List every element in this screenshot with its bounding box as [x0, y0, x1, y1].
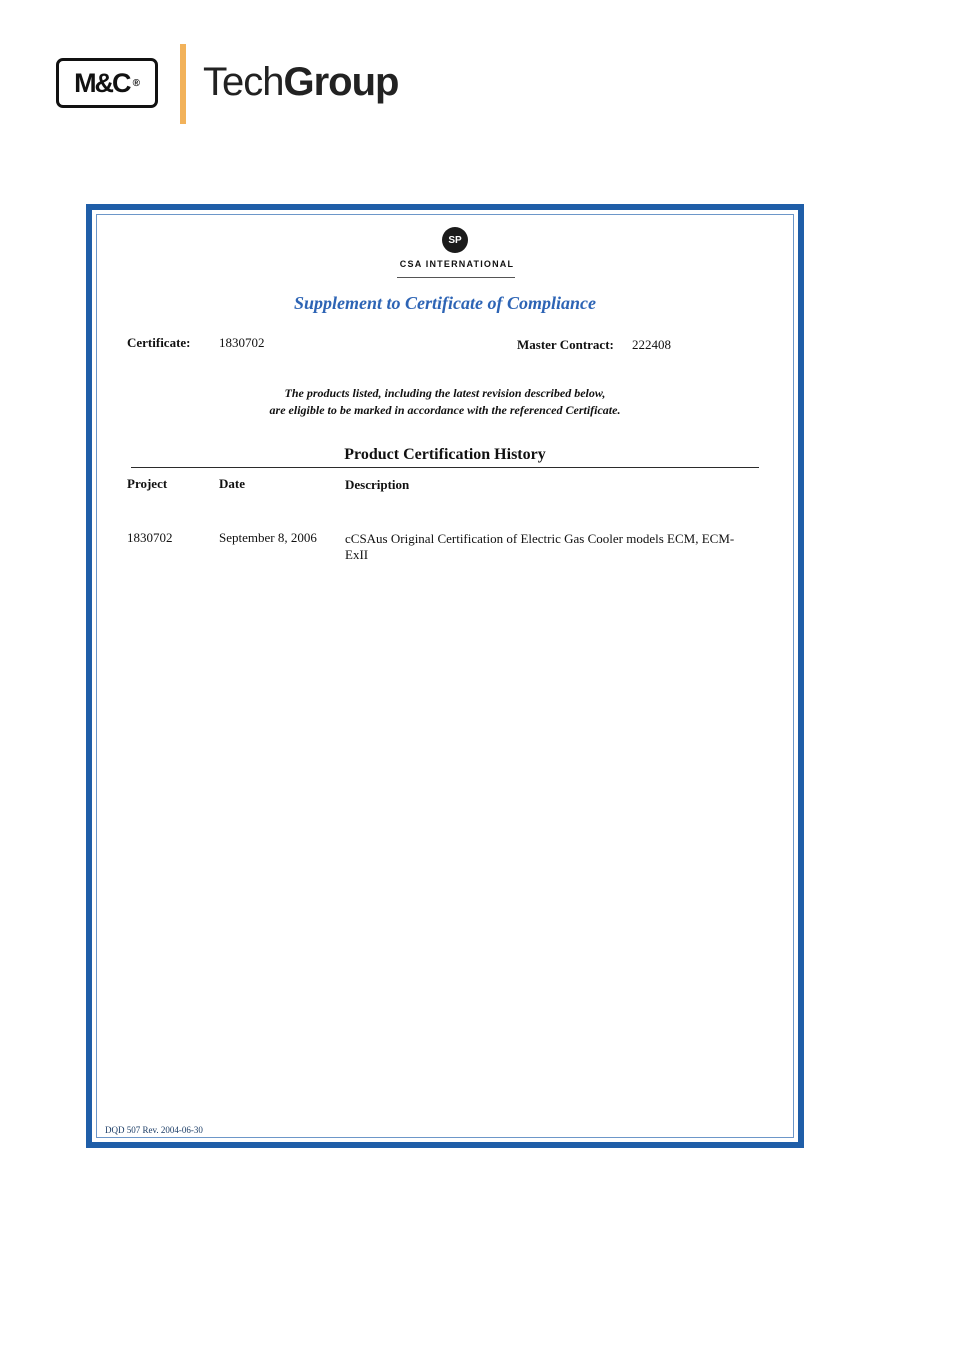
certificate-title: Supplement to Certificate of Compliance	[294, 293, 596, 313]
row-date: September 8, 2006	[219, 530, 317, 545]
csa-seal-icon: SP	[442, 227, 468, 253]
master-contract-label: Master Contract:	[517, 337, 614, 352]
master-contract-number: 222408	[632, 337, 671, 352]
row-project: 1830702	[127, 530, 173, 545]
eligibility-note-line2: are eligible to be marked in accordance with the referenced Certificate.	[269, 403, 621, 417]
csa-underline	[397, 277, 515, 278]
column-header-date: Date	[219, 476, 245, 491]
brand-name-bold: Group	[283, 60, 399, 104]
mc-logo-text: M&C	[74, 67, 130, 98]
eligibility-note-line1: The products listed, including the latest revision described below,	[284, 386, 606, 400]
certificate-label: Certificate:	[127, 335, 191, 350]
registered-mark: ®	[132, 77, 140, 89]
mc-logo	[56, 58, 158, 108]
logo-divider	[180, 44, 186, 124]
eligibility-note	[97, 385, 793, 419]
csa-org-name: CSA INTERNATIONAL	[399, 259, 515, 269]
certificate-document	[86, 204, 804, 1148]
column-header-description: Description	[345, 477, 410, 492]
certificate-inner-border	[96, 214, 794, 1138]
column-header-project: Project	[127, 476, 168, 491]
form-code: DQD 507 Rev. 2004-06-30	[105, 1125, 203, 1135]
row-description-line1: cCSAus Original Certification of Electric Gas Cooler models ECM, ECM-	[345, 531, 735, 546]
row-description-line2: ExII	[345, 547, 369, 562]
row-description	[345, 531, 785, 563]
brand-name-light: Tech	[203, 60, 284, 104]
history-title: Product Certification History	[344, 446, 546, 463]
brand-name	[203, 60, 398, 105]
certificate-number: 1830702	[219, 335, 265, 350]
history-rule	[131, 467, 759, 468]
